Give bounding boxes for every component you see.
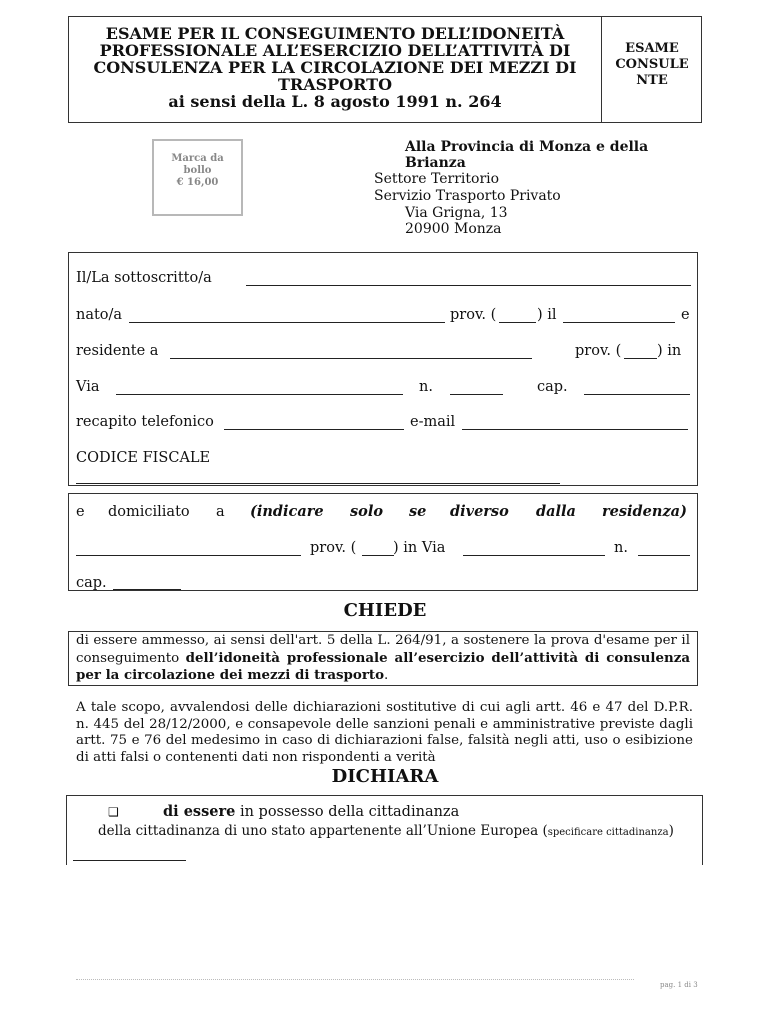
label-domicile-in-via: ) in Via <box>393 540 446 556</box>
stamp-line-2: bollo <box>183 165 212 176</box>
stamp-line-1: Marca da <box>171 153 224 164</box>
label-in: ) in <box>657 343 682 359</box>
input-line-residence[interactable] <box>170 358 532 359</box>
label-telefono: recapito telefonico <box>76 414 214 430</box>
stamp-line-3: € 16,00 <box>176 177 219 188</box>
note-word-5: dalla <box>536 503 576 520</box>
label-domicile-cap: cap. <box>76 575 107 591</box>
heading-chiede: CHIEDE <box>343 600 427 621</box>
footer-line <box>76 979 634 980</box>
label-domicile-n: n. <box>614 540 628 556</box>
label-domiciliato: domiciliato <box>108 504 190 520</box>
side-line-1: ESAME <box>625 41 679 56</box>
title-line-4: TRASPORTO <box>278 75 392 94</box>
input-line-residence-prov[interactable] <box>624 358 657 359</box>
header-side-label <box>603 41 701 89</box>
dichiara-item-1-close: ) <box>668 823 674 839</box>
chiede-text <box>76 633 690 685</box>
input-line-via[interactable] <box>116 394 403 395</box>
label-prov-close-il: ) il <box>537 307 557 323</box>
label-residente: residente a <box>76 343 159 359</box>
label-prov-residence: prov. ( <box>575 343 622 359</box>
label-e: e <box>681 307 690 323</box>
address-service: Servizio Trasporto Privato <box>374 188 561 204</box>
note-word-2: solo <box>350 503 384 520</box>
label-email: e-mail <box>410 414 456 430</box>
input-line-name[interactable] <box>246 285 691 286</box>
dichiara-item-1-rest: in possesso della cittadinanza <box>235 804 460 820</box>
input-line-number[interactable] <box>450 394 503 395</box>
input-line-domicile-via[interactable] <box>463 555 605 556</box>
input-line-domicile-city[interactable] <box>76 555 301 556</box>
note-word-3: se <box>409 503 427 520</box>
label-sottoscritto: Il/La sottoscritto/a <box>76 270 212 286</box>
input-line-citizenship[interactable] <box>73 860 186 861</box>
input-line-domicile-number[interactable] <box>638 555 690 556</box>
header-divider <box>601 16 602 123</box>
title-subtitle: ai sensi della L. 8 agosto 1991 n. 264 <box>168 92 502 111</box>
chiede-text-part1: di essere ammesso, ai sensi dell'art. 5 della L. 264/91, a sostenere la prova d'esame per il conseguimento <box>76 633 690 666</box>
dichiara-item-1-line2 <box>98 822 674 842</box>
input-line-domicile-cap[interactable] <box>113 589 181 590</box>
revenue-stamp-box <box>152 139 243 216</box>
input-line-birthdate[interactable] <box>563 322 675 323</box>
side-line-3: NTE <box>636 73 668 88</box>
intro-paragraph: A tale scopo, avvalendosi delle dichiarazioni sostitutive di cui agli artt. 46 e 47 del D.P.R. n. 445 del 28/12/2000, e consapevole delle sanzioni penali e amministrative previste dagli artt. 75 e 76 del medesimo in caso di dichiarazioni false, falsità negli atti, uso o esibizione di atti falsi o contenenti dati non rispondenti a verità <box>76 700 693 765</box>
address-recipient-1: Alla Provincia di Monza e della <box>405 139 649 155</box>
input-line-domicile-prov[interactable] <box>362 555 394 556</box>
checkbox-icon[interactable]: ❑ <box>108 805 119 819</box>
input-line-phone[interactable] <box>224 429 404 430</box>
input-line-email[interactable] <box>462 429 688 430</box>
heading-dichiara: DICHIARA <box>331 766 439 787</box>
title-line-3: CONSULENZA PER LA CIRCOLAZIONE DEI MEZZI DI <box>93 58 577 77</box>
input-line-cap[interactable] <box>584 394 690 395</box>
label-prov-open: prov. ( <box>450 307 497 323</box>
page-number: pag. 1 di 3 <box>660 981 698 989</box>
label-n: n. <box>419 379 433 395</box>
input-line-birth-prov[interactable] <box>499 322 536 323</box>
label-domicile-prov: prov. ( <box>310 540 357 556</box>
address-recipient-2: Brianza <box>405 155 466 171</box>
input-line-codice-fiscale[interactable] <box>76 483 560 484</box>
note-word-6: residenza) <box>602 503 687 520</box>
chiede-text-bold: dell’idoneità professionale all’esercizio dell’attività di consulenza per la circolazione dei mezzi di trasporto <box>76 649 690 683</box>
title-line-2: PROFESSIONALE ALL’ESERCIZIO DELL’ATTIVITÀ DI <box>99 41 571 60</box>
dichiara-item-1-text: della cittadinanza di uno stato appartenente all’Unione Europea ( <box>98 823 548 839</box>
note-word-1: (indicare <box>250 503 324 520</box>
note-word-4: diverso <box>450 503 509 520</box>
label-domicile-a: a <box>216 504 225 520</box>
label-via: Via <box>76 379 100 395</box>
chiede-text-end: . <box>384 668 389 683</box>
label-codice-fiscale: CODICE FISCALE <box>76 450 211 466</box>
address-sector: Settore Territorio <box>374 171 500 187</box>
document-title <box>70 25 600 110</box>
input-line-birthplace[interactable] <box>129 322 445 323</box>
label-domicile-e: e <box>76 504 85 520</box>
dichiara-item-1-small: specificare cittadinanza <box>547 827 669 838</box>
title-line-1: ESAME PER IL CONSEGUIMENTO DELL’IDONEITÀ <box>105 24 565 43</box>
address-city: 20900 Monza <box>405 221 502 237</box>
address-street: Via Grigna, 13 <box>405 205 508 221</box>
dichiara-item-1-bold: di essere <box>163 803 236 820</box>
label-nato: nato/a <box>76 307 123 323</box>
label-cap: cap. <box>537 379 568 395</box>
side-line-2: CONSULE <box>615 57 689 72</box>
dichiara-item-1 <box>163 803 459 821</box>
